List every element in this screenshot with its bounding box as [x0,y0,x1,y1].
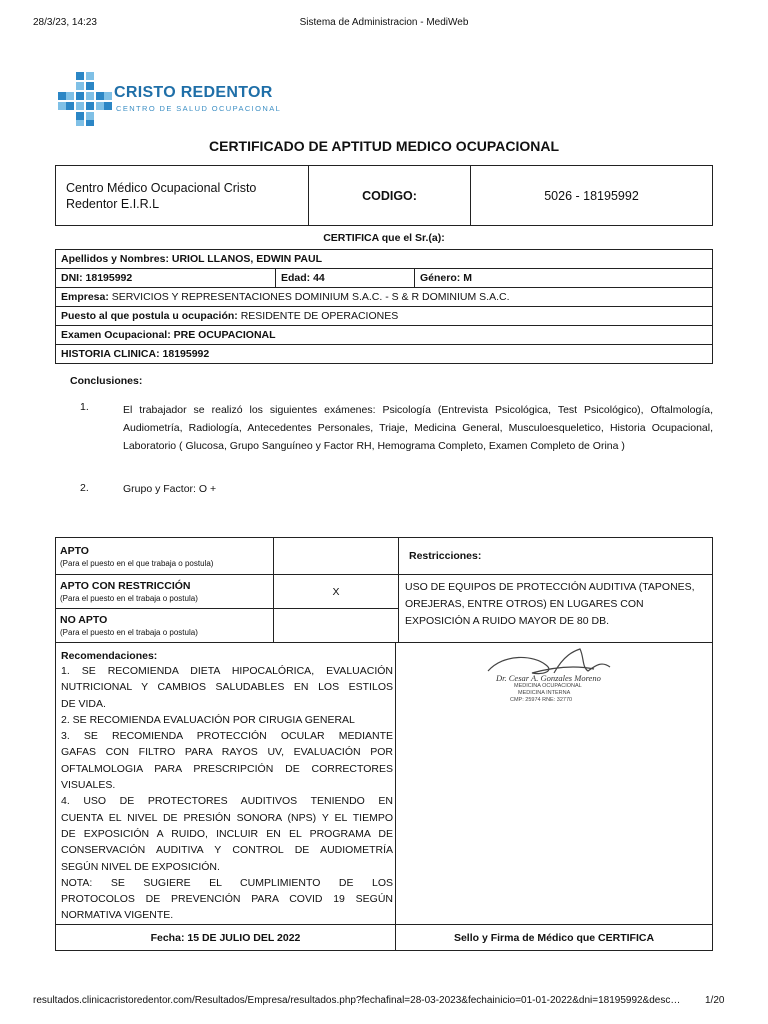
conclusions-heading: Conclusiones: [70,375,143,387]
code-value: 5026 - 18195992 [471,166,713,226]
apto-restriccion-sub: (Para el puesto en el trabaja o postula) [60,594,198,603]
cross-logo-icon [58,72,112,126]
conclusion-text: El trabajador se realizó los siguientes exámenes: Psicología (Entrevista Psicológica, Test Psicológico), Oftalmología, Audiometría, Radiología, Antecedentes Personales, Triaje, Medicina General, Musculoesqueletico, Historia Ocupacional, Laboratorio ( Glucosa, Grupo Sanguíneo y Factor RH, Hemograma Completo, Examen Completo de Orina ) [123,404,713,452]
company-row [56,288,713,307]
rec-line: NOTA: SE SUGIERE EL CUMPLIMIENTO DE LOS [61,876,393,889]
gender-label: Género: [420,272,461,284]
apto-cell [56,538,274,575]
rec-line: SEGÚN NIVEL DE EXPOSICIÓN. [61,860,220,873]
patient-names-row [56,250,713,269]
signature-line2: MEDICINA INTERNA [518,690,571,696]
age-cell [276,269,415,288]
patient-names: URIOL LLANOS, EDWIN PAUL [171,253,322,265]
certifica-text: CERTIFICA que el Sr.(a): [323,232,445,244]
rec-line: 4. USO DE PROTECTORES AUDITIVOS TENIENDO EN [61,795,393,808]
code-table [55,165,713,226]
gender-value: M [463,272,472,284]
rec-line: 1. SE RECOMIENDA DIETA HIPOCALÓRICA, EVALUACIÓN [61,665,393,677]
company-value: SERVICIOS Y REPRESENTACIONES DOMINIUM S.A.C. - S & R DOMINIUM S.A.C. [111,291,510,303]
print-page-number: 1/20 [705,995,725,1006]
apto-restriccion-cell [56,575,274,609]
rec-line: PROTOCOLOS DE PREVENCIÓN PARA COVID 19 SEGÚN [61,893,393,906]
rec-line: NORMATIVA VIGENTE. [61,909,174,922]
restrictions-label: Restricciones: [399,538,713,575]
history-row [56,345,713,364]
code-label: CODIGO: [309,166,471,226]
recommendations-heading: Recomendaciones: [61,650,158,662]
apto-restriccion-mark: X [274,575,399,609]
age-value: 44 [313,272,325,284]
recommendations-table [55,642,713,951]
age-label: Edad: [281,272,311,284]
rec-line: OFTALMOLOGIA PARA PRESCRIPCIÓN DE CORRECTORES [61,762,393,775]
no-apto-label: NO APTO [60,614,108,626]
print-url: resultados.clinicacristoredentor.com/Resultados/Empresa/resultados.php?fechafinal=28-03-2023&fechainicio=01-01-2022&dni=18195992&desc… [33,995,681,1006]
restrictions-text: USO DE EQUIPOS DE PROTECCIÓN AUDITIVA (TAPONES, OREJERAS, ENTRE OTROS) EN LUGARES CON EXPOSICIÓN A RUIDO MAYOR DE 80 DB. [399,575,713,643]
document-title: CERTIFICADO DE APTITUD MEDICO OCUPACIONAL [209,138,559,154]
conclusion-number: 1. [80,401,89,413]
company-label: Empresa: [61,291,109,303]
apto-label: APTO [60,544,89,557]
dni-value: 18195992 [85,272,133,284]
rec-line: DE EXPOSICIÓN A RUIDO, INCLUIR EN EL PROGRAMA DE [61,827,393,840]
apto-restriccion-label: APTO CON RESTRICCIÓN [60,580,191,592]
exam-label: Examen Ocupacional: [61,329,171,341]
signature-line3: CMP: 25974 RNE: 32770 [510,697,573,703]
print-datetime: 28/3/23, 14:23 [33,17,97,28]
conclusion-number: 2. [80,482,89,494]
exam-row [56,326,713,345]
no-apto-sub: (Para el puesto en el trabaja o postula) [60,628,198,637]
patient-info-table [55,249,713,364]
no-apto-mark [274,609,399,643]
position-value: RESIDENTE DE OPERACIONES [240,310,399,322]
dni-label: DNI: [61,272,83,284]
signature-line1: MEDICINA OCUPACIONAL [514,683,582,689]
no-apto-cell [56,609,274,643]
rec-line: VISUALES. [61,779,116,792]
rec-line: GAFAS CON FILTRO PARA RAYOS UV, EVALUACIÓN POR [61,746,393,759]
logo-title: CRISTO REDENTOR [114,84,273,101]
rec-line: 2. SE RECOMIENDA EVALUACIÓN POR CIRUGIA GENERAL [61,713,355,726]
names-label: Apellidos y Nombres: [61,253,169,265]
signature-stamp [396,643,712,713]
logo-subtitle: CENTRO DE SALUD OCUPACIONAL [116,104,282,113]
signature-cell [396,643,713,925]
history-value: 18195992 [162,348,210,360]
position-row [56,307,713,326]
position-label: Puesto al que postula u ocupación: [61,310,238,322]
recommendations-cell [56,643,396,925]
dni-cell [56,269,276,288]
conclusion-text: Grupo y Factor: O + [123,483,217,495]
rec-line: DE VIDA. [61,697,106,710]
center-name: Centro Médico Ocupacional Cristo Redentor E.I.R.L [56,166,309,226]
recommendations-text [56,663,395,924]
history-label: HISTORIA CLINICA: [61,348,160,360]
print-page-title: Sistema de Administracion - MediWeb [299,17,469,28]
exam-value: PRE OCUPACIONAL [173,329,276,341]
signature-name: Dr. Cesar A. Gonzales Moreno [496,673,601,683]
date-cell: Fecha: 15 DE JULIO DEL 2022 [56,925,396,951]
seal-cell: Sello y Firma de Médico que CERTIFICA [396,925,713,951]
rec-line: CONSERVACIÓN AUDITIVA Y CONTROL DE AUDIOMETRÍA [61,844,393,857]
apto-sub: (Para el puesto en el que trabaja o postula) [60,558,214,568]
rec-line: NUTRICIONAL Y CAMBIOS SALUDABLES EN LOS ESTILOS [61,681,393,694]
apto-mark [274,538,399,575]
rec-line: CUENTA EL NIVEL DE PRESIÓN SONORA (NPS) Y EL TIEMPO [61,811,393,824]
gender-cell [415,269,713,288]
rec-line: 3. SE RECOMIENDA PROTECCIÓN OCULAR MEDIANTE [61,730,393,743]
aptitude-table [55,537,713,643]
